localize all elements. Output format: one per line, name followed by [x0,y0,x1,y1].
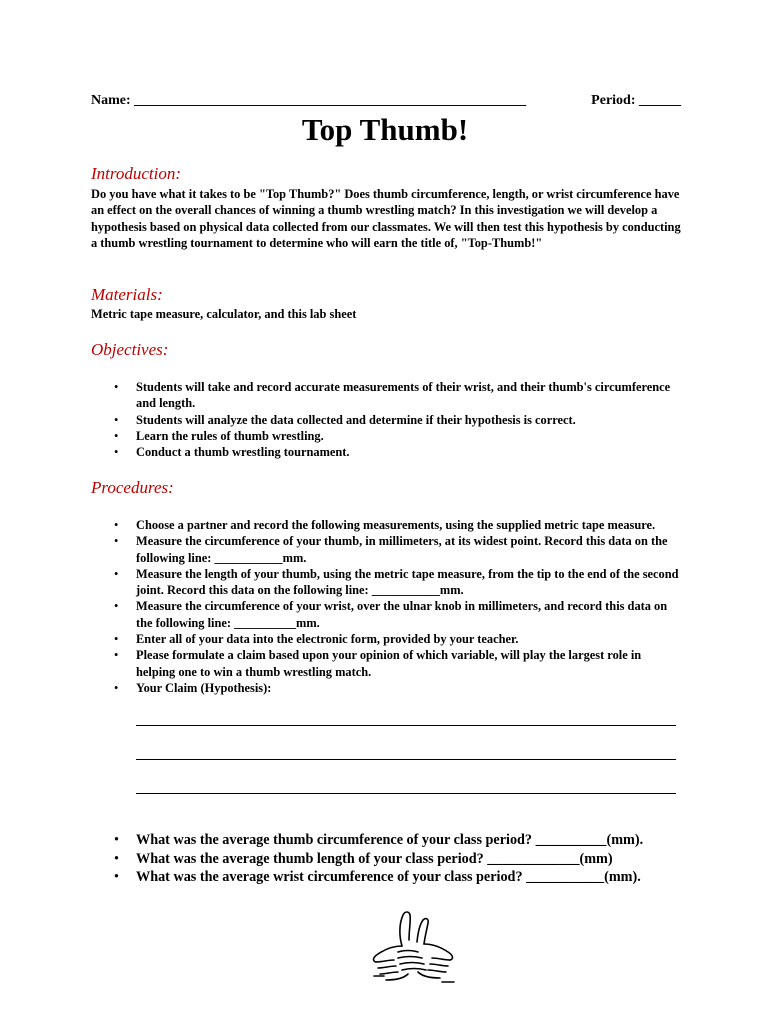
hypothesis-line-2[interactable] [136,759,676,760]
materials-text: Metric tape measure, calculator, and this lab sheet [91,307,357,321]
list-item: • Students will take and record accurate measurements of their wrist, and their thumb's circumference and length. [136,379,681,412]
introduction-text: Do you have what it takes to be "Top Thumb?" Does thumb circumference, length, or wrist circumference have an effect on the overall chances of winning a thumb wrestling match? In this investigation we will develop a hypothesis based on physical data collected from our classmates. We will then test this hypothesis by conducting a thumb wrestling tournament to determine who will earn the title of, "Top-Thumb!" [91,187,681,250]
list-item: • Choose a partner and record the following measurements, using the supplied metric tape measure. [136,517,681,533]
objectives-list [136,379,681,460]
list-item: • Learn the rules of thumb wrestling. [136,428,681,444]
page-title: Top Thumb! [301,112,469,147]
objectives-heading: Objectives: [91,340,169,359]
list-item: • Please formulate a claim based upon your opinion of which variable, will play the largest role in helping one to win a thumb wrestling match. [136,647,681,680]
procedures-heading: Procedures: [91,478,174,497]
class-average-questions [136,831,696,887]
period-field[interactable]: Period: ______ [591,93,681,108]
list-item: • What was the average wrist circumference of your class period? ___________(mm). [136,868,696,887]
list-item: • Measure the circumference of your wrist, over the ulnar knob in millimeters, and record this data on the following line: __________mm. [136,598,681,631]
list-item: • Conduct a thumb wrestling tournament. [136,444,681,460]
hypothesis-line-1[interactable] [136,725,676,726]
name-field[interactable]: Name: ________________________________________________________ [91,93,527,108]
list-item: • What was the average thumb length of your class period? _____________(mm) [136,850,696,869]
hypothesis-line-3[interactable] [136,793,676,794]
list-item: • What was the average thumb circumference of your class period? __________(mm). [136,831,696,850]
materials-heading: Materials: [91,285,163,304]
list-item: • Enter all of your data into the electronic form, provided by your teacher. [136,631,681,647]
introduction-heading: Introduction: [91,164,182,183]
list-item: • Students will analyze the data collected and determine if their hypothesis is correct. [136,412,681,428]
list-item: • Measure the length of your thumb, using the metric tape measure, from the tip to the end of the second joint. Record this data on the following line: ___________mm. [136,566,681,599]
list-item: • Measure the circumference of your thumb, in millimeters, at its widest point. Record this data on the following line: ___________mm. [136,533,681,566]
name-period-row [91,93,681,109]
list-item: • Your Claim (Hypothesis): [136,680,681,696]
procedures-list [136,517,681,696]
thumb-wrestling-hands-icon [368,906,458,984]
